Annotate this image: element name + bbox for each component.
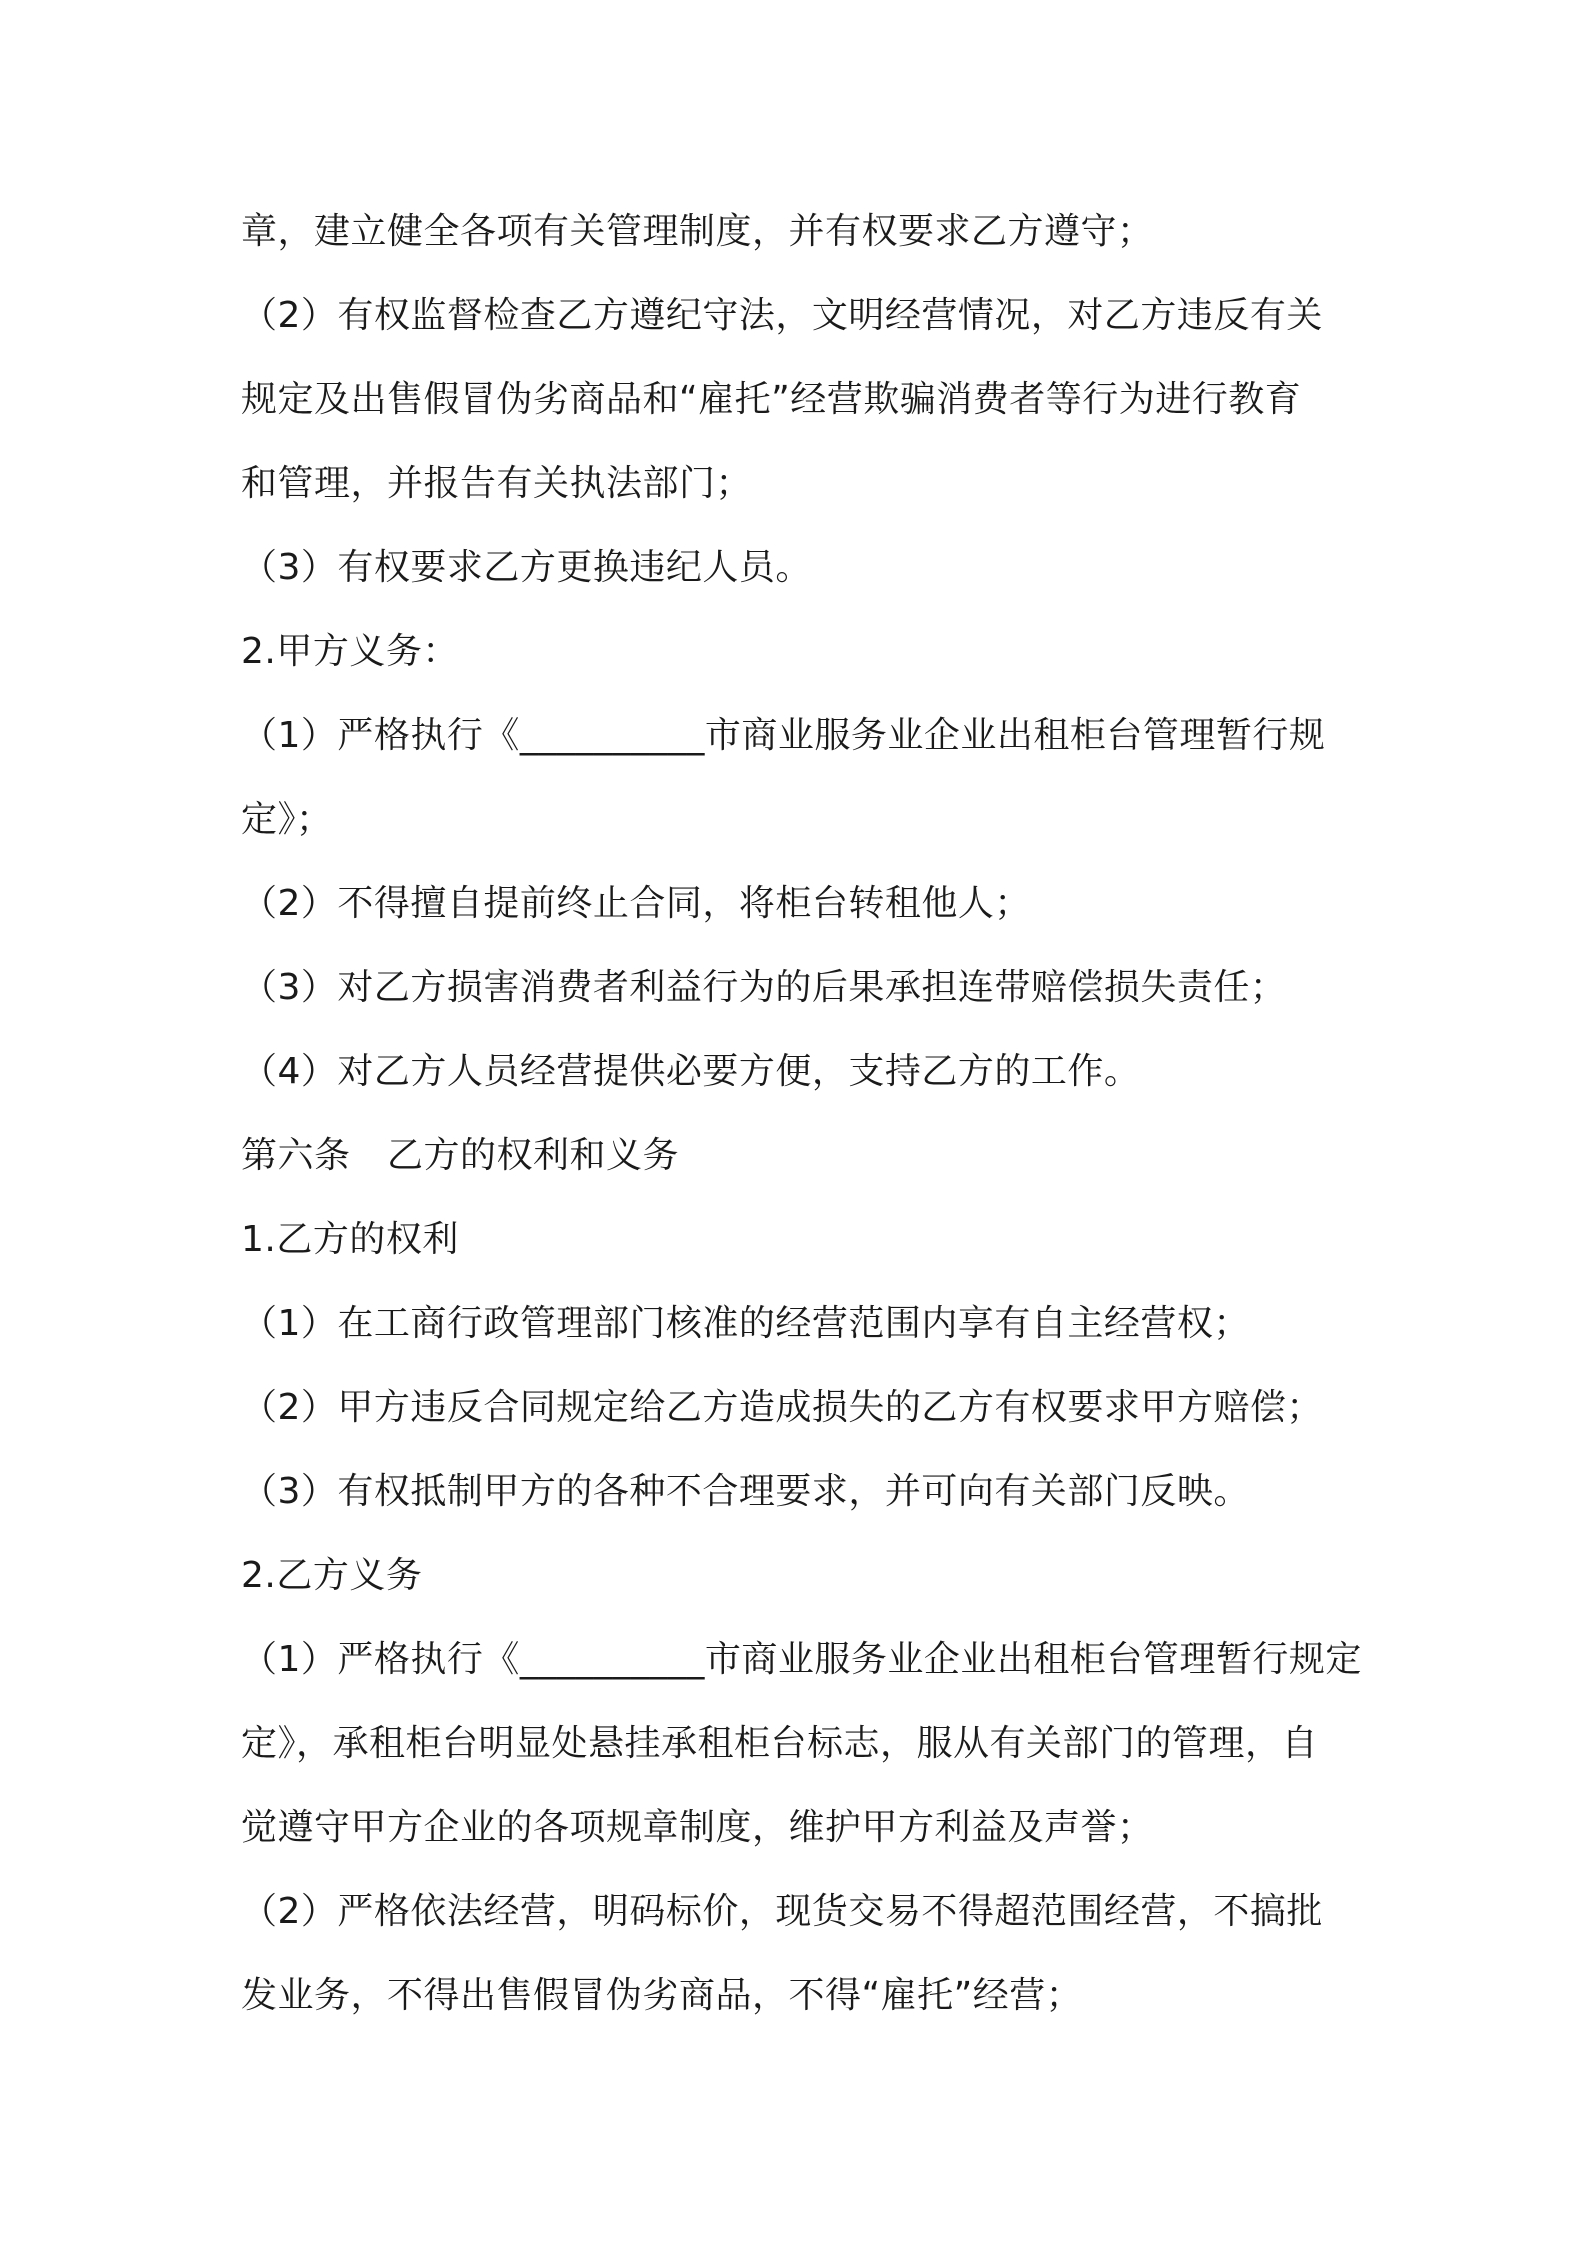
text-line: （2）甲方违反合同规定给乙方造成损失的乙方有权要求甲方赔偿； bbox=[241, 1387, 1323, 1428]
text-line: （2）严格依法经营，明码标价，现货交易不得超范围经营，不搞批 bbox=[241, 1891, 1323, 1932]
text-line: 规定及出售假冒伪劣商品和“雇托”经营欺骗消费者等行为进行教育 bbox=[241, 379, 1302, 420]
text-line: （1）在工商行政管理部门核准的经营范围内享有自主经营权； bbox=[241, 1303, 1250, 1344]
text-line: （3）有权要求乙方更换违纪人员。 bbox=[241, 547, 812, 588]
document-body bbox=[241, 190, 1361, 2038]
section-heading: 2.乙方义务 bbox=[241, 1555, 423, 1596]
section-heading: 1.乙方的权利 bbox=[241, 1219, 459, 1260]
text-line: 和管理，并报告有关执法部门； bbox=[241, 463, 753, 504]
text-line: （2）不得擅自提前终止合同，将柜台转租他人； bbox=[241, 883, 1031, 924]
text-line: （2）有权监督检查乙方遵纪守法，文明经营情况，对乙方违反有关 bbox=[241, 295, 1323, 336]
section-heading: 2.甲方义务： bbox=[241, 631, 459, 672]
text-line: （1）严格执行《__________市商业服务业企业出租柜台管理暂行规定 bbox=[241, 1639, 1362, 1680]
article-heading: 第六条 乙方的权利和义务 bbox=[241, 1135, 680, 1176]
text-line: 发业务，不得出售假冒伪劣商品，不得“雇托”经营； bbox=[241, 1975, 1083, 2016]
text-line: 定》，承租柜台明显处悬挂承租柜台标志，服从有关部门的管理，自 bbox=[241, 1723, 1319, 1764]
text-line: （3）有权抵制甲方的各种不合理要求，并可向有关部门反映。 bbox=[241, 1471, 1250, 1512]
text-line: 觉遵守甲方企业的各项规章制度，维护甲方利益及声誉； bbox=[241, 1807, 1154, 1848]
text-line: （3）对乙方损害消费者利益行为的后果承担连带赔偿损失责任； bbox=[241, 967, 1287, 1008]
text-line: （4）对乙方人员经营提供必要方便，支持乙方的工作。 bbox=[241, 1051, 1141, 1092]
text-line: （1）严格执行《__________市商业服务业企业出租柜台管理暂行规 bbox=[241, 715, 1326, 756]
text-line: 章，建立健全各项有关管理制度，并有权要求乙方遵守； bbox=[241, 211, 1154, 252]
text-line: 定》； bbox=[241, 799, 333, 840]
